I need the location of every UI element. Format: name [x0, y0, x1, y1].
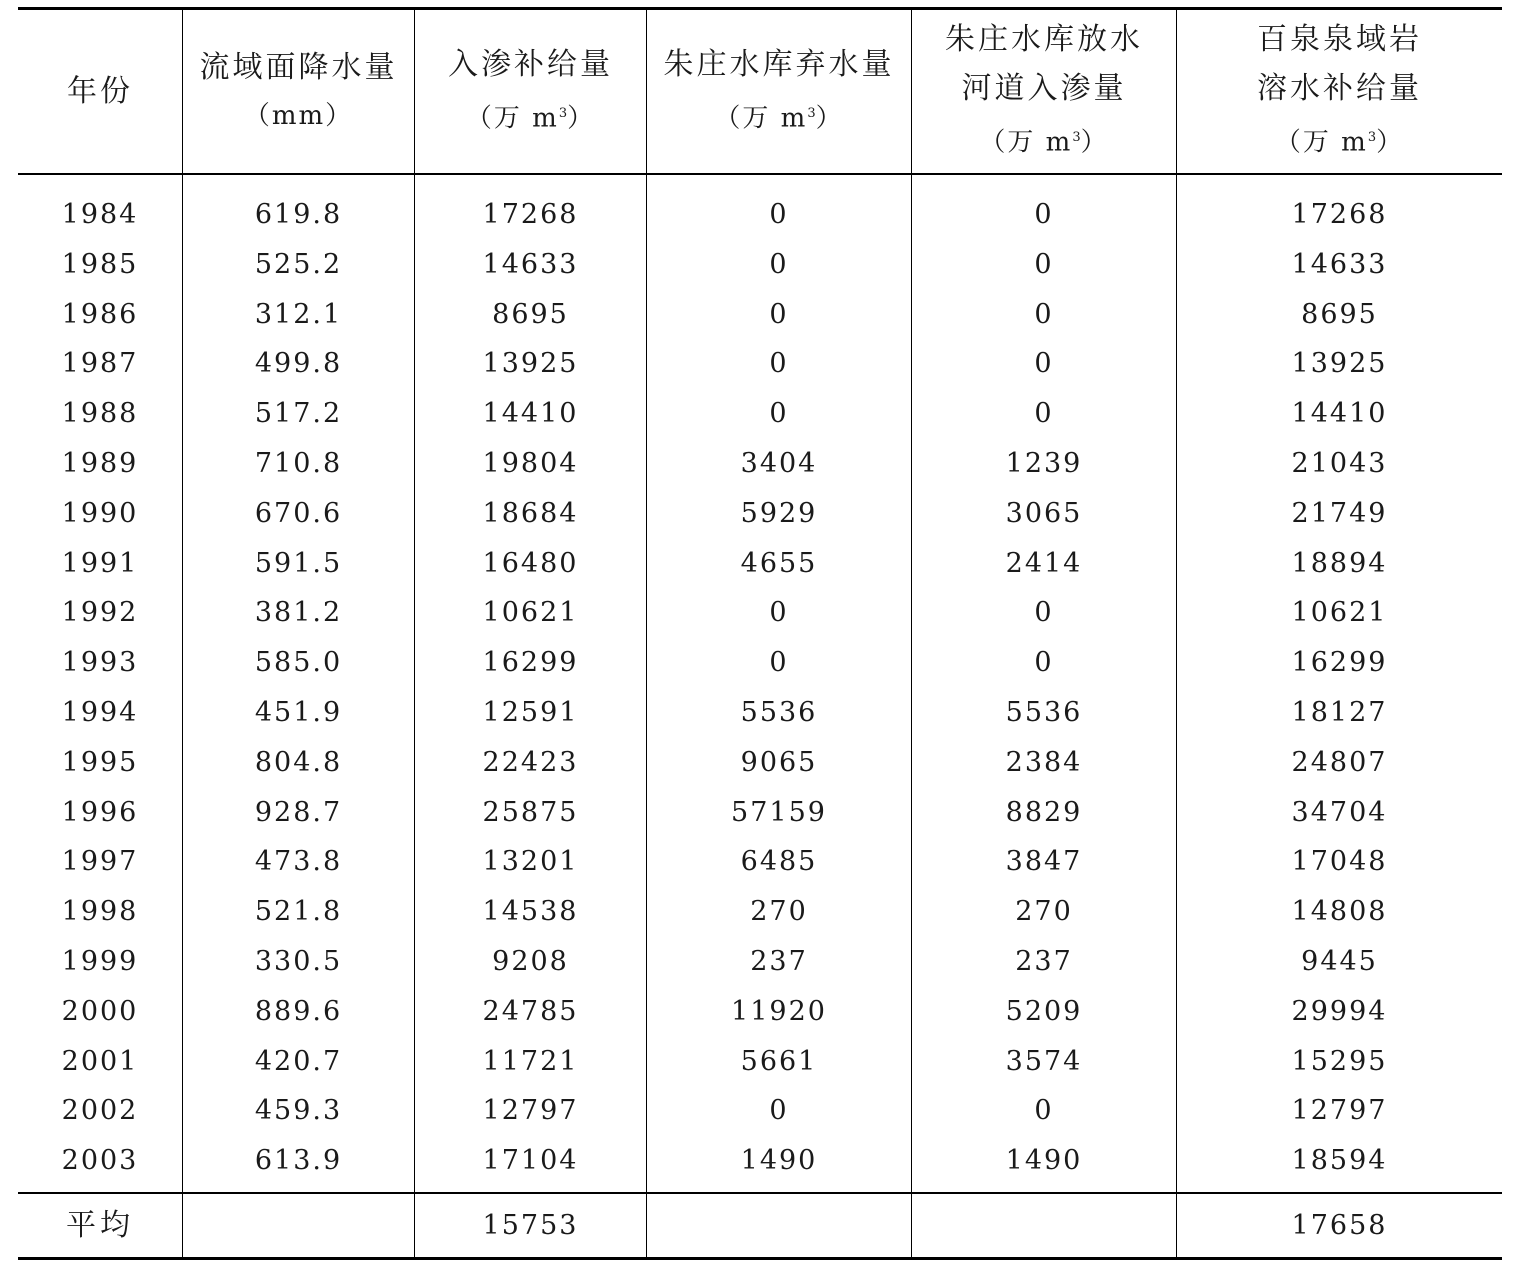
cell-karst-recharge: 18127 — [1291, 697, 1388, 728]
cell-precipitation: 451.9 — [254, 697, 343, 728]
cell-year: 1991 — [61, 547, 139, 579]
table-row — [18, 788, 1502, 838]
cell-river-infiltration: 0 — [1034, 1095, 1054, 1127]
cell-precipitation: 525.2 — [254, 248, 343, 280]
cell-reservoir-spill: 0 — [769, 597, 789, 629]
table-row — [18, 987, 1502, 1037]
cell-river-infiltration: 0 — [1034, 398, 1054, 430]
header-river-infiltration-line1: 朱庄水库放水 — [945, 22, 1143, 58]
header-year — [18, 10, 182, 173]
table-row — [18, 688, 1502, 738]
cell-year: 1986 — [61, 298, 139, 330]
average-precipitation — [183, 1194, 414, 1257]
cell-karst-recharge: 16299 — [1291, 647, 1388, 679]
cell-river-infiltration: 2384 — [1005, 746, 1083, 778]
cell-reservoir-spill: 0 — [769, 248, 789, 280]
cell-precipitation: 381.2 — [254, 597, 343, 629]
cell-reservoir-spill: 0 — [769, 647, 789, 679]
cell-precipitation: 670.6 — [254, 497, 343, 529]
cell-year: 1994 — [61, 697, 139, 728]
table-row — [18, 887, 1502, 937]
cell-reservoir-spill: 1490 — [740, 1145, 818, 1177]
cell-karst-recharge: 21749 — [1291, 497, 1388, 529]
header-precipitation-unit: （mm） — [243, 100, 354, 131]
cell-reservoir-spill: 0 — [769, 1095, 789, 1127]
cell-river-infiltration: 237 — [1015, 946, 1073, 977]
cell-reservoir-spill: 5929 — [740, 497, 818, 529]
cell-karst-recharge: 17048 — [1291, 846, 1388, 878]
header-reservoir-spill-title: 朱庄水库弃水量 — [663, 46, 895, 82]
cell-precipitation: 521.8 — [254, 896, 343, 928]
cell-karst-recharge: 12797 — [1291, 1095, 1388, 1127]
average-reservoir-spill — [647, 1194, 911, 1257]
table-row — [18, 837, 1502, 887]
cell-precipitation: 499.8 — [254, 348, 343, 380]
header-karst-recharge-line1: 百泉泉域岩 — [1257, 22, 1422, 58]
cell-river-infiltration: 1239 — [1005, 448, 1083, 479]
cell-precipitation: 889.6 — [254, 995, 343, 1027]
cell-year: 1987 — [61, 348, 139, 380]
header-infiltration-title: 入渗补给量 — [448, 46, 613, 82]
cell-infiltration: 9208 — [492, 946, 569, 977]
cell-year: 1985 — [61, 248, 139, 280]
cell-river-infiltration: 0 — [1034, 597, 1054, 629]
cell-reservoir-spill: 0 — [769, 199, 789, 230]
cell-year: 1992 — [61, 597, 139, 629]
cell-reservoir-spill: 57159 — [731, 796, 827, 828]
header-karst-recharge-unit: （万 $m^3$） — [1274, 127, 1405, 158]
cell-karst-recharge: 17268 — [1291, 199, 1388, 230]
header-river-infiltration — [912, 10, 1176, 173]
cell-reservoir-spill: 9065 — [740, 746, 818, 778]
cell-reservoir-spill: 6485 — [740, 846, 818, 878]
table-row — [18, 489, 1502, 539]
cell-year: 2002 — [61, 1095, 139, 1127]
header-year-label: 年份 — [67, 74, 133, 109]
cell-river-infiltration: 3847 — [1005, 846, 1083, 878]
cell-reservoir-spill: 5536 — [740, 697, 818, 728]
cell-karst-recharge: 34704 — [1291, 796, 1388, 828]
cell-precipitation: 459.3 — [254, 1095, 343, 1127]
cell-river-infiltration: 8829 — [1005, 796, 1083, 828]
cell-karst-recharge: 21043 — [1291, 448, 1388, 479]
table-row — [18, 240, 1502, 290]
cell-infiltration: 16299 — [482, 647, 579, 679]
cell-infiltration: 13925 — [482, 348, 579, 380]
header-karst-recharge — [1177, 10, 1502, 173]
cell-karst-recharge: 14808 — [1291, 896, 1388, 928]
cell-reservoir-spill: 0 — [769, 348, 789, 380]
cell-river-infiltration: 3574 — [1005, 1045, 1083, 1077]
cell-year: 1997 — [61, 846, 139, 878]
cell-karst-recharge: 14410 — [1291, 398, 1388, 430]
cell-infiltration: 10621 — [482, 597, 579, 629]
cell-infiltration: 14633 — [482, 248, 579, 280]
cell-karst-recharge: 24807 — [1291, 746, 1388, 778]
cell-infiltration: 17268 — [482, 199, 579, 230]
cell-infiltration: 8695 — [492, 298, 569, 330]
cell-year: 1988 — [61, 398, 139, 430]
cell-karst-recharge: 10621 — [1291, 597, 1388, 629]
cell-precipitation: 312.1 — [254, 298, 343, 330]
table-row — [18, 1037, 1502, 1087]
header-infiltration — [415, 10, 646, 173]
cell-river-infiltration: 1490 — [1005, 1145, 1083, 1177]
cell-precipitation: 928.7 — [254, 796, 343, 828]
table-row — [18, 290, 1502, 340]
cell-precipitation: 710.8 — [254, 448, 343, 479]
table-row — [18, 190, 1502, 240]
cell-reservoir-spill: 270 — [750, 896, 808, 928]
cell-infiltration: 14410 — [482, 398, 579, 430]
average-karst-recharge: 17658 — [1291, 1210, 1388, 1241]
cell-karst-recharge: 18894 — [1291, 547, 1388, 579]
cell-year: 1984 — [61, 199, 139, 230]
cell-reservoir-spill: 237 — [750, 946, 808, 977]
cell-karst-recharge: 15295 — [1291, 1045, 1388, 1077]
cell-precipitation: 619.8 — [254, 199, 343, 230]
cell-river-infiltration: 5536 — [1005, 697, 1083, 728]
table-row — [18, 638, 1502, 688]
cell-karst-recharge: 9445 — [1301, 946, 1378, 977]
cell-infiltration: 12797 — [482, 1095, 579, 1127]
cell-karst-recharge: 29994 — [1291, 995, 1388, 1027]
header-river-infiltration-line2: 河道入渗量 — [961, 71, 1127, 107]
cell-infiltration: 11721 — [482, 1045, 579, 1077]
cell-year: 1995 — [61, 746, 139, 778]
cell-river-infiltration: 5209 — [1005, 995, 1083, 1027]
cell-precipitation: 517.2 — [254, 398, 343, 430]
table-row — [18, 1136, 1502, 1186]
cell-river-infiltration: 0 — [1034, 348, 1054, 380]
cell-river-infiltration: 0 — [1034, 248, 1054, 280]
cell-year: 2001 — [61, 1045, 139, 1077]
table-row — [18, 539, 1502, 589]
table-row — [18, 738, 1502, 788]
cell-infiltration: 12591 — [482, 697, 579, 728]
table-row — [18, 389, 1502, 439]
table-bottom-rule — [18, 1257, 1502, 1260]
cell-reservoir-spill: 11920 — [731, 995, 827, 1027]
average-river-infiltration — [912, 1194, 1176, 1257]
cell-river-infiltration: 0 — [1034, 647, 1054, 679]
cell-infiltration: 25875 — [482, 796, 579, 828]
header-reservoir-spill — [647, 10, 911, 173]
cell-karst-recharge: 14633 — [1291, 248, 1388, 280]
cell-precipitation: 585.0 — [254, 647, 343, 679]
cell-precipitation: 591.5 — [254, 547, 343, 579]
cell-reservoir-spill: 0 — [769, 298, 789, 330]
cell-precipitation: 420.7 — [254, 1045, 343, 1077]
cell-precipitation: 613.9 — [254, 1145, 343, 1177]
table-row — [18, 439, 1502, 489]
cell-year: 1998 — [61, 896, 139, 928]
header-reservoir-spill-unit: （万 $m^3$） — [714, 103, 844, 134]
cell-river-infiltration: 2414 — [1005, 547, 1083, 579]
cell-year: 1996 — [61, 796, 139, 828]
cell-reservoir-spill: 4655 — [740, 547, 818, 579]
cell-infiltration: 13201 — [482, 846, 579, 878]
recharge-table — [18, 0, 1502, 1273]
cell-precipitation: 330.5 — [254, 946, 343, 977]
header-river-infiltration-unit: （万 $m^3$） — [979, 127, 1109, 158]
table-row — [18, 339, 1502, 389]
cell-precipitation: 473.8 — [254, 846, 343, 878]
cell-river-infiltration: 0 — [1034, 298, 1054, 330]
cell-infiltration: 22423 — [482, 746, 579, 778]
header-precipitation — [183, 10, 414, 173]
cell-infiltration: 16480 — [482, 547, 579, 579]
average-row — [18, 1194, 1502, 1257]
cell-infiltration: 24785 — [482, 995, 579, 1027]
cell-year: 1989 — [61, 448, 139, 479]
cell-infiltration: 18684 — [482, 497, 579, 529]
table-row — [18, 588, 1502, 638]
cell-karst-recharge: 13925 — [1291, 348, 1388, 380]
cell-reservoir-spill: 3404 — [740, 448, 818, 479]
cell-karst-recharge: 8695 — [1301, 298, 1378, 330]
cell-year: 1990 — [61, 497, 139, 529]
header-precipitation-title: 流域面降水量 — [199, 49, 398, 85]
cell-year: 1993 — [61, 647, 139, 679]
cell-river-infiltration: 270 — [1015, 896, 1073, 928]
cell-karst-recharge: 18594 — [1291, 1145, 1388, 1177]
header-rule — [18, 173, 1502, 175]
average-label: 平均 — [66, 1208, 134, 1243]
cell-infiltration: 17104 — [482, 1145, 579, 1177]
cell-infiltration: 14538 — [482, 896, 579, 928]
cell-river-infiltration: 0 — [1034, 199, 1054, 230]
average-infiltration: 15753 — [482, 1210, 579, 1241]
header-infiltration-unit: （万 $m^3$） — [465, 103, 596, 134]
table-row — [18, 1086, 1502, 1136]
cell-reservoir-spill: 5661 — [740, 1045, 818, 1077]
table-row — [18, 937, 1502, 987]
cell-year: 2000 — [61, 995, 139, 1027]
header-karst-recharge-line2: 溶水补给量 — [1257, 71, 1422, 107]
cell-infiltration: 19804 — [482, 448, 579, 479]
cell-year: 1999 — [61, 946, 139, 977]
cell-reservoir-spill: 0 — [769, 398, 789, 430]
cell-river-infiltration: 3065 — [1005, 497, 1083, 529]
cell-precipitation: 804.8 — [254, 746, 343, 778]
cell-year: 2003 — [61, 1145, 139, 1177]
